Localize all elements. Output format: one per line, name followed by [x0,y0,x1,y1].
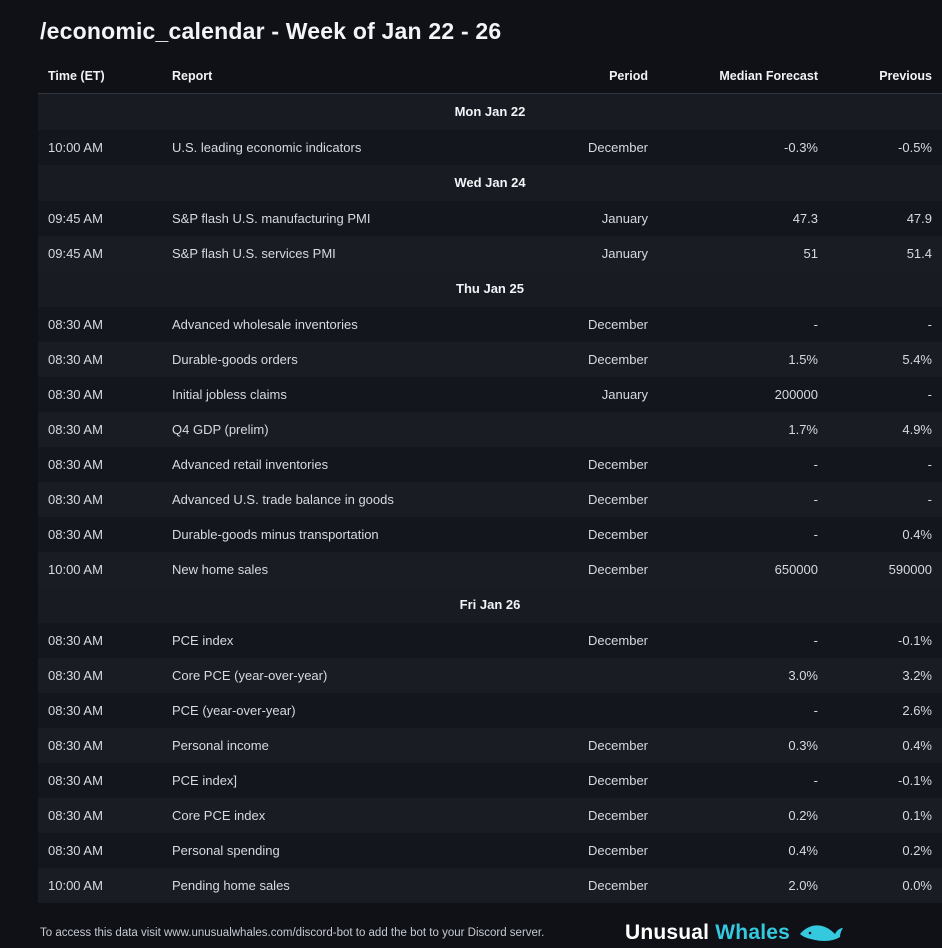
cell-previous: 0.4% [828,517,942,552]
cell-previous: 3.2% [828,658,942,693]
cell-previous: 51.4 [828,236,942,271]
day-header-row [38,94,942,131]
cell-median-forecast: 0.2% [658,798,828,833]
cell-previous: 5.4% [828,342,942,377]
cell-previous: - [828,447,942,482]
cell-period: January [528,201,658,236]
cell-median-forecast: - [658,307,828,342]
day-header-row [38,587,942,623]
table-row [38,763,942,798]
day-label: Thu Jan 25 [38,271,942,307]
cell-report: Initial jobless claims [162,377,528,412]
cell-median-forecast: 3.0% [658,658,828,693]
cell-median-forecast: 1.5% [658,342,828,377]
cell-median-forecast: 47.3 [658,201,828,236]
cell-previous: - [828,377,942,412]
whale-icon [798,917,844,948]
cell-report: Advanced wholesale inventories [162,307,528,342]
table-row [38,130,942,165]
cell-period: December [528,552,658,587]
cell-median-forecast: - [658,447,828,482]
table-row [38,623,942,658]
table-row [38,798,942,833]
cell-period [528,412,658,447]
table-header-row [38,61,942,94]
economic-calendar-table [38,61,942,903]
table-row [38,482,942,517]
cell-median-forecast: 0.4% [658,833,828,868]
day-label: Fri Jan 26 [38,587,942,623]
cell-period: December [528,342,658,377]
cell-median-forecast: 0.3% [658,728,828,763]
cell-previous: -0.1% [828,623,942,658]
table-row [38,868,942,903]
cell-report: Q4 GDP (prelim) [162,412,528,447]
cell-time: 08:30 AM [38,517,162,552]
cell-time: 08:30 AM [38,728,162,763]
cell-time: 08:30 AM [38,763,162,798]
cell-report: Advanced U.S. trade balance in goods [162,482,528,517]
day-label: Wed Jan 24 [38,165,942,201]
cell-report: Advanced retail inventories [162,447,528,482]
table-row [38,658,942,693]
cell-previous: 4.9% [828,412,942,447]
cell-time: 08:30 AM [38,342,162,377]
cell-period: December [528,868,658,903]
cell-period: December [528,623,658,658]
page-title: /economic_calendar - Week of Jan 22 - 26 [40,18,502,44]
cell-period: January [528,377,658,412]
cell-report: S&P flash U.S. services PMI [162,236,528,271]
cell-report: PCE index [162,623,528,658]
cell-previous: 47.9 [828,201,942,236]
cell-time: 10:00 AM [38,130,162,165]
cell-median-forecast: 200000 [658,377,828,412]
cell-report: PCE (year-over-year) [162,693,528,728]
cell-previous: 0.0% [828,868,942,903]
cell-time: 10:00 AM [38,868,162,903]
brand-name [625,921,790,945]
day-header-row [38,165,942,201]
cell-time: 08:30 AM [38,693,162,728]
cell-median-forecast: 650000 [658,552,828,587]
brand-name-first: Unusual [624,920,710,944]
cell-time: 08:30 AM [38,833,162,868]
table-row [38,833,942,868]
cell-previous: - [828,307,942,342]
column-header-report: Report [162,61,528,94]
cell-period: December [528,728,658,763]
table-row [38,342,942,377]
cell-time: 08:30 AM [38,798,162,833]
cell-previous: 2.6% [828,693,942,728]
cell-median-forecast: - [658,763,828,798]
cell-previous: 0.4% [828,728,942,763]
table-row [38,447,942,482]
cell-median-forecast: - [658,517,828,552]
cell-report: Pending home sales [162,868,528,903]
cell-report: S&P flash U.S. manufacturing PMI [162,201,528,236]
cell-period: December [528,833,658,868]
table-row [38,693,942,728]
cell-time: 08:30 AM [38,658,162,693]
cell-time: 08:30 AM [38,377,162,412]
day-header-row [38,271,942,307]
brand-logo [625,917,844,948]
table-row [38,552,942,587]
cell-previous: 0.1% [828,798,942,833]
cell-period: December [528,798,658,833]
cell-period: December [528,517,658,552]
column-header-median-forecast: Median Forecast [658,61,828,94]
cell-period: December [528,482,658,517]
cell-report: U.S. leading economic indicators [162,130,528,165]
cell-median-forecast: - [658,693,828,728]
cell-previous: 0.2% [828,833,942,868]
column-header-time: Time (ET) [38,61,162,94]
cell-time: 08:30 AM [38,412,162,447]
cell-time: 08:30 AM [38,447,162,482]
cell-report: Core PCE index [162,798,528,833]
cell-median-forecast: 2.0% [658,868,828,903]
cell-report: Personal income [162,728,528,763]
cell-period: January [528,236,658,271]
cell-period [528,693,658,728]
cell-previous: 590000 [828,552,942,587]
page-footer [38,903,846,948]
cell-time: 10:00 AM [38,552,162,587]
cell-report: PCE index] [162,763,528,798]
cell-period: December [528,307,658,342]
cell-time: 08:30 AM [38,623,162,658]
table-row [38,307,942,342]
footer-note: To access this data visit www.unusualwhales.com/discord-bot to add the bot to your Discord server. [40,926,545,939]
column-header-previous: Previous [828,61,942,94]
cell-previous: -0.5% [828,130,942,165]
cell-report: New home sales [162,552,528,587]
cell-median-forecast: - [658,482,828,517]
column-header-period: Period [528,61,658,94]
table-row [38,412,942,447]
table-row [38,236,942,271]
cell-period: December [528,447,658,482]
table-body [38,94,942,904]
cell-period: December [528,130,658,165]
table-row [38,201,942,236]
cell-time: 08:30 AM [38,482,162,517]
cell-period: December [528,763,658,798]
cell-median-forecast: 51 [658,236,828,271]
table-row [38,728,942,763]
cell-median-forecast: -0.3% [658,130,828,165]
table-row [38,377,942,412]
table-row [38,517,942,552]
cell-report: Durable-goods minus transportation [162,517,528,552]
cell-report: Personal spending [162,833,528,868]
cell-period [528,658,658,693]
cell-median-forecast: 1.7% [658,412,828,447]
cell-time: 08:30 AM [38,307,162,342]
cell-median-forecast: - [658,623,828,658]
cell-previous: -0.1% [828,763,942,798]
cell-report: Durable-goods orders [162,342,528,377]
table-header [38,61,942,94]
cell-time: 09:45 AM [38,236,162,271]
brand-name-second: Whales [715,920,790,944]
cell-report: Core PCE (year-over-year) [162,658,528,693]
day-label: Mon Jan 22 [38,94,942,131]
cell-previous: - [828,482,942,517]
cell-time: 09:45 AM [38,201,162,236]
